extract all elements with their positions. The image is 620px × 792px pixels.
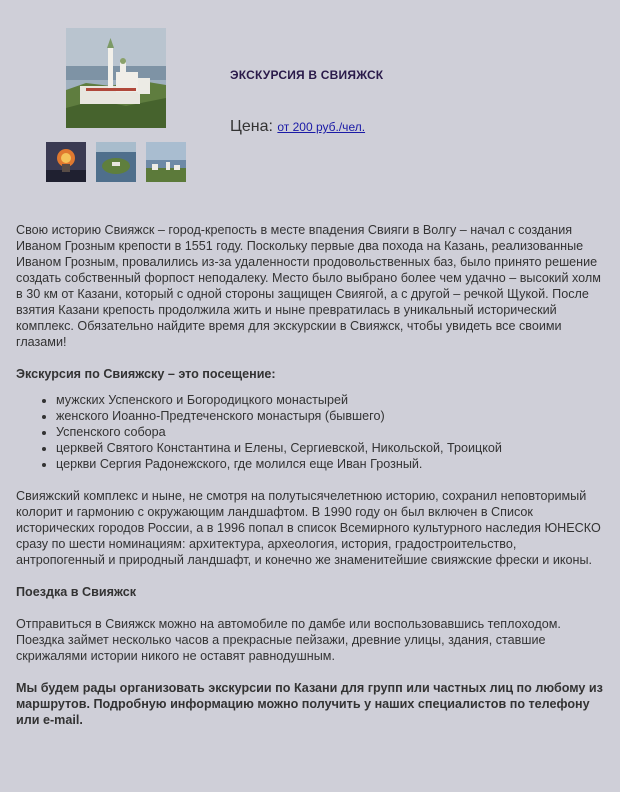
price-link[interactable]: от 200 руб./чел. — [277, 120, 366, 134]
article-content — [16, 222, 604, 744]
thumb-fireworks[interactable] — [46, 142, 86, 182]
list-item: • мужских Успенского и Богородицкого монастырей — [56, 392, 604, 408]
thumb-town-view[interactable] — [146, 142, 186, 182]
list-item: • женского Иоанно-Предтеченского монастыря (бывшего) — [56, 408, 604, 424]
trip-heading: Поездка в Свияжск — [16, 585, 137, 599]
list-item: • церквей Святого Константина и Елены, Сергиевской, Никольской, Троицкой — [56, 440, 604, 456]
heritage-paragraph: Свияжский комплекс и ныне, не смотря на полутысячелетнюю историю, сохранил неповторимый колорит и гармонию с окружающим ландшафтом. В 1990 году он был включен в Список исторических городов России, а в 1996 попал в список Всемирного культурного наследия ЮНЕСКО сразу по шести номинациям: архитектура, археология, история, градостроительство, антропогенный и природный ландшафт, и конечно же знаменитейшие свияжские фрески и иконы. — [16, 489, 601, 567]
price-block — [230, 118, 365, 136]
visit-list — [16, 392, 604, 472]
thumb-island-aerial[interactable] — [96, 142, 136, 182]
main-photo-sviyazhsk[interactable] — [66, 28, 166, 128]
contact-paragraph: Мы будем рады организовать экскурсии по Казани для групп или частных лиц по любому из маршрутов. Подробную информацию можно получить у наших специалистов по телефону или e-mail. — [16, 681, 603, 727]
trip-paragraph: Отправиться в Свияжск можно на автомобиле по дамбе или воспользовавшись теплоходом. Поездка займет несколько часов а прекрасные пейзажи, древние улицы, здания, ставшие скрижалями истории никого не оставят равнодушным. — [16, 617, 561, 663]
page-title: ЭКСКУРСИЯ В СВИЯЖСК — [230, 68, 384, 82]
list-item: • церкви Сергия Радонежского, где молился еще Иван Грозный. — [56, 456, 604, 472]
visit-heading: Экскурсия по Свияжску – это посещение: — [16, 367, 276, 381]
list-item: • Успенского собора — [56, 424, 604, 440]
price-label: Цена: — [230, 118, 273, 135]
intro-paragraph: Свою историю Свияжск – город-крепость в месте впадения Свияги в Волгу – начал с создания Иваном Грозным крепости в 1551 году. Поскольку первые два похода на Казань, реализованные Иваном Грозным, провалились из-за удаленности продовольственных баз, было принято решение создать собственный форпост неподалеку. Место было выбрано более чем удачно – высокий холм в 30 км от Казани, который с одной стороны защищен Свиягой, а с другой – речкой Щукой. После взятия Казани крепость продолжила жить и ныне превратилась в уникальный исторический комплекс. Обязательно найдите время для экскурскии в Свияжск, чтобы увидеть все своими глазами! — [16, 223, 601, 349]
